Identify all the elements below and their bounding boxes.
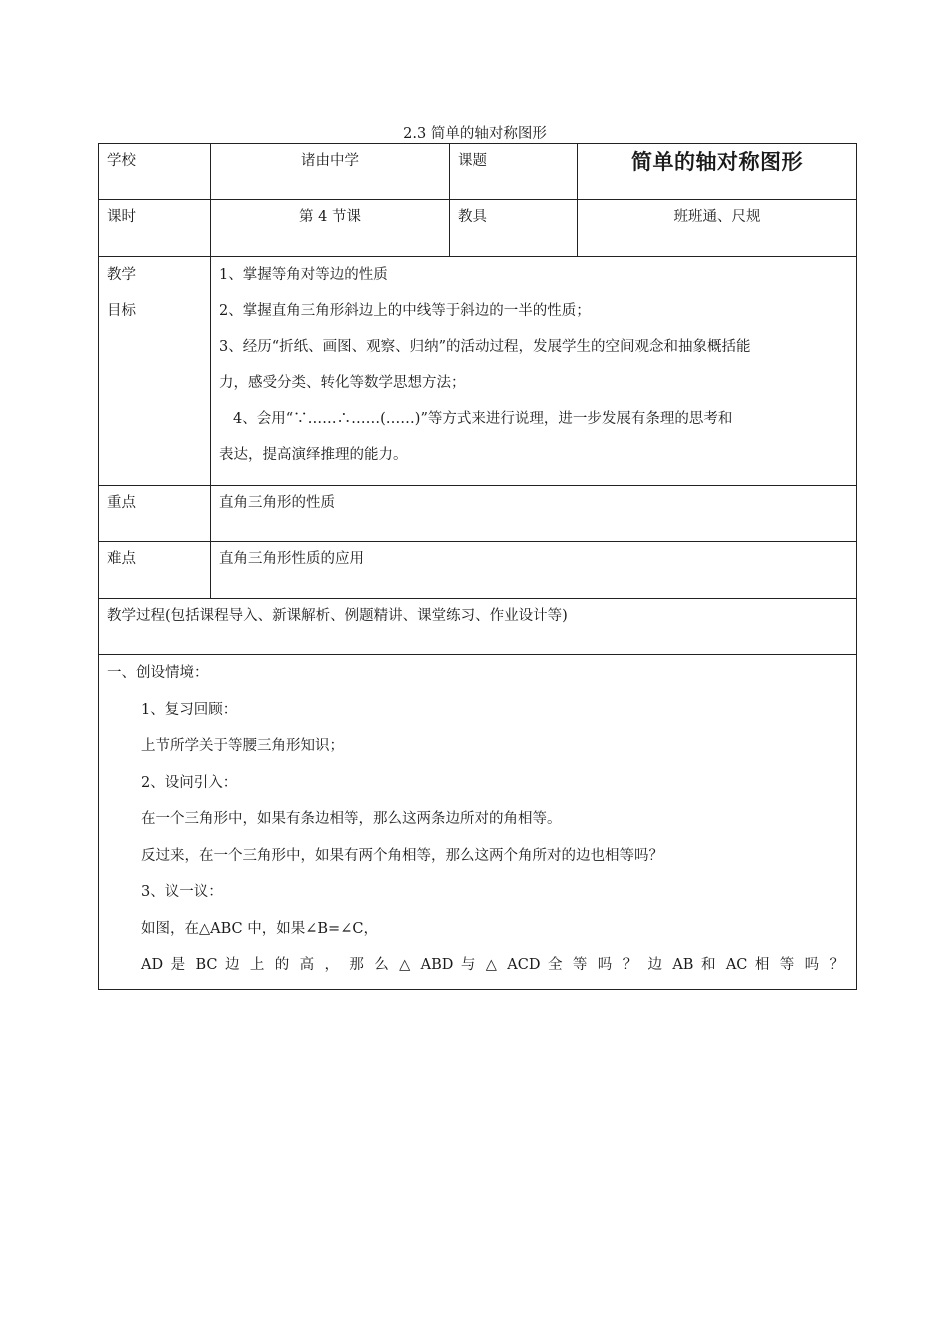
tools-label: 教具 [458,209,487,225]
difficulty-value: 直角三角形性质的应用 [219,551,364,567]
process-line-7: 3、议一议： [141,884,223,900]
key-point-label: 重点 [107,495,136,511]
school-label: 学校 [107,153,136,169]
row-period [99,200,857,257]
goal-item-1: 1、掌握等角对等边的性质 [219,267,388,283]
goals-label-2: 目标 [107,303,136,319]
process-line-3: 上节所学关于等腰三角形知识； [141,738,344,754]
tools-value: 班班通、尺规 [673,209,761,225]
row-key-point [99,486,857,542]
process-header: 教学过程(包括课程导入、新课解析、例题精讲、课堂练习、作业设计等) [107,608,568,624]
row-difficulty [99,542,857,599]
process-line-5: 在一个三角形中，如果有条边相等，那么这两条边所对的角相等。 [141,811,562,827]
process-line-2: 1、复习回顾： [141,701,238,718]
document-title: 2.3 简单的轴对称图形 [403,126,547,142]
process-line-9: AD 是 BC 边 上 的 高 ， 那 么 △ ABD 与 △ ACD 全 等 吗 ？ 边 AB 和 AC 相 等 吗 ？ [141,957,844,973]
process-line-4: 2、设问引入： [141,774,238,791]
key-point-value: 直角三角形的性质 [219,495,335,511]
process-line-1: 一、创设情境： [107,665,209,681]
lesson-plan-table [98,143,857,990]
school-value: 诸由中学 [301,153,359,169]
row-goals [99,257,857,486]
topic-value: 简单的轴对称图形 [631,150,803,174]
goal-item-4a: 4、会用“∵……∴……(……)”等方式来进行说理，进一步发展有条理的思考和 [233,411,733,427]
process-line-6: 反过来，在一个三角形中，如果有两个角相等，那么这两个角所对的边也相等吗？ [141,847,663,864]
difficulty-label: 难点 [107,551,136,567]
goal-item-3b: 力，感受分类、转化等数学思想方法； [219,375,466,391]
row-process [99,655,857,990]
period-label: 课时 [107,209,136,225]
row-school [99,144,857,200]
process-line-8: 如图，在△ABC 中，如果∠B=∠C， [141,920,378,937]
topic-label: 课题 [458,153,487,169]
row-process-header [99,599,857,655]
goals-label-1: 教学 [107,267,136,283]
period-value: 第 4 节课 [299,209,361,225]
goal-item-3a: 3、经历“折纸、画图、观察、归纳”的活动过程，发展学生的空间观念和抽象概括能 [219,339,751,355]
goal-item-4b: 表达，提高演绎推理的能力。 [219,447,408,463]
goal-item-2: 2、掌握直角三角形斜边上的中线等于斜边的一半的性质； [219,303,591,319]
